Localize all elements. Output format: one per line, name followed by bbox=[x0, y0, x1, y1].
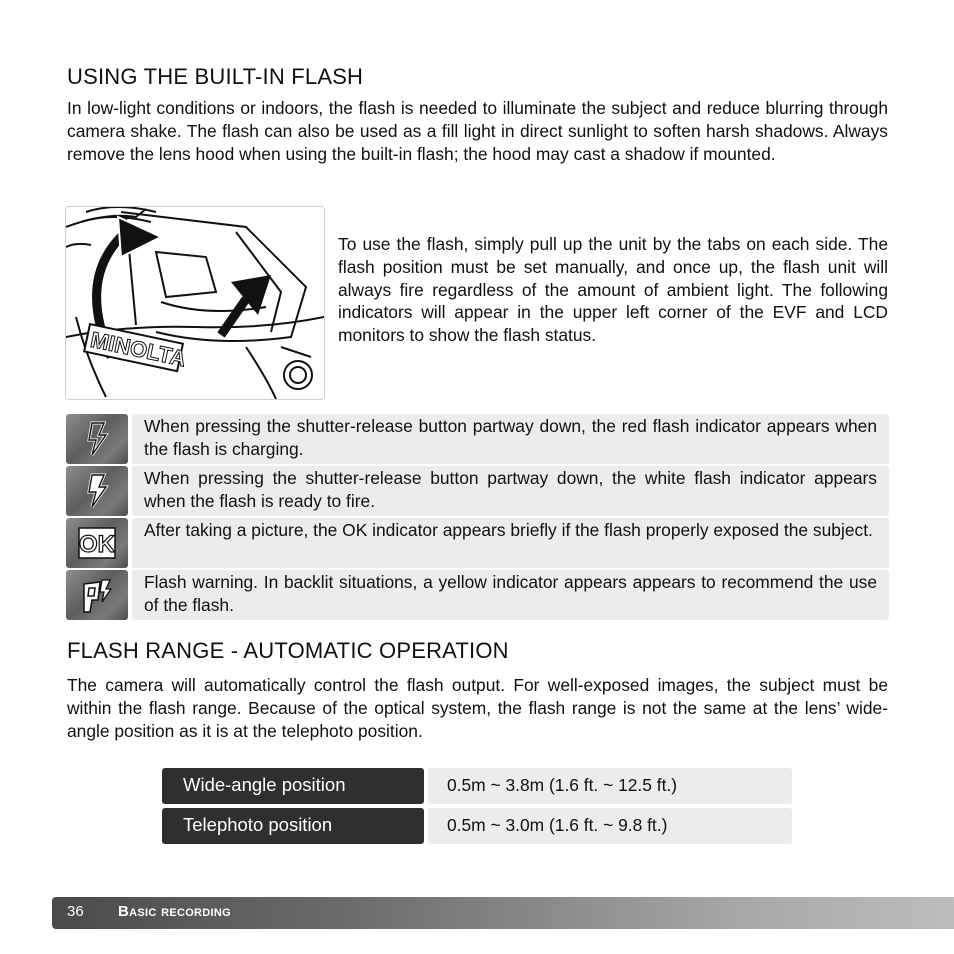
range-label-telephoto bbox=[162, 808, 424, 844]
indicator-text: After taking a picture, the OK indicator appears briefly if the flash properly exposed the subject. bbox=[144, 520, 873, 540]
indicator-text: When pressing the shutter-release button partway down, the white flash indicator appears when the flash is ready to fire. bbox=[144, 468, 877, 511]
indicator-row-ok bbox=[66, 518, 889, 568]
range-value-wide-angle bbox=[428, 768, 792, 804]
indicator-text: When pressing the shutter-release button partway down, the red flash indicator appears when the flash is charging. bbox=[144, 416, 877, 459]
flash-charging-icon bbox=[66, 414, 128, 464]
page-footer bbox=[52, 897, 954, 929]
brand-logo-text: MINOLTA bbox=[88, 326, 189, 372]
footer-section-title: Basic recording bbox=[118, 903, 232, 920]
camera-flash-illustration bbox=[65, 206, 325, 400]
ok-icon-text: OK bbox=[79, 531, 115, 558]
indicator-row-flash-ready bbox=[66, 466, 889, 516]
indicator-row-flash-charging bbox=[66, 414, 889, 464]
indicator-description bbox=[132, 466, 889, 516]
section-heading-flash-range: FLASH RANGE - AUTOMATIC OPERATION bbox=[67, 638, 509, 663]
page-number: 36 bbox=[67, 903, 84, 920]
flash-usage-paragraph: To use the flash, simply pull up the unit by the tabs on each side. The flash position must be set manually, and once up, the flash unit will always fire regardless of the amount of ambient light. The following indicators will appear in the upper left corner of the EVF and LCD monitors to show the flash status. bbox=[338, 234, 888, 346]
range-label-text: Telephoto position bbox=[183, 814, 333, 835]
range-label-wide-angle bbox=[162, 768, 424, 804]
indicator-description bbox=[132, 570, 889, 620]
section-heading-built-in-flash: USING THE BUILT-IN FLASH bbox=[67, 64, 364, 89]
intro-paragraph: In low-light conditions or indoors, the flash is needed to illuminate the subject and reduce blurring through camera shake. The flash can also be used as a fill light in direct sunlight to soften harsh shadows. Always remove the lens hood when using the built-in flash; the hood may cast a shadow if mounted. bbox=[67, 98, 888, 164]
indicator-description bbox=[132, 414, 889, 464]
range-value-text: 0.5m ~ 3.0m (1.6 ft. ~ 9.8 ft.) bbox=[447, 815, 668, 835]
flash-ready-icon bbox=[66, 466, 128, 516]
range-value-telephoto bbox=[428, 808, 792, 844]
range-value-text: 0.5m ~ 3.8m (1.6 ft. ~ 12.5 ft.) bbox=[447, 775, 678, 795]
indicator-row-flash-warning bbox=[66, 570, 889, 620]
flash-range-paragraph: The camera will automatically control the flash output. For well-exposed images, the subject must be within the flash range. Because of the optical system, the flash range is not the same at the lens’ wide-angle position as it is at the telephoto position. bbox=[67, 675, 888, 741]
indicator-text: Flash warning. In backlit situations, a yellow indicator appears appears to recommend the use of the flash. bbox=[144, 572, 877, 615]
range-label-text: Wide-angle position bbox=[183, 774, 346, 795]
indicator-description bbox=[132, 518, 889, 568]
ok-icon bbox=[66, 518, 128, 568]
camera-illustration-drawing bbox=[66, 207, 324, 399]
flash-warning-icon bbox=[66, 570, 128, 620]
